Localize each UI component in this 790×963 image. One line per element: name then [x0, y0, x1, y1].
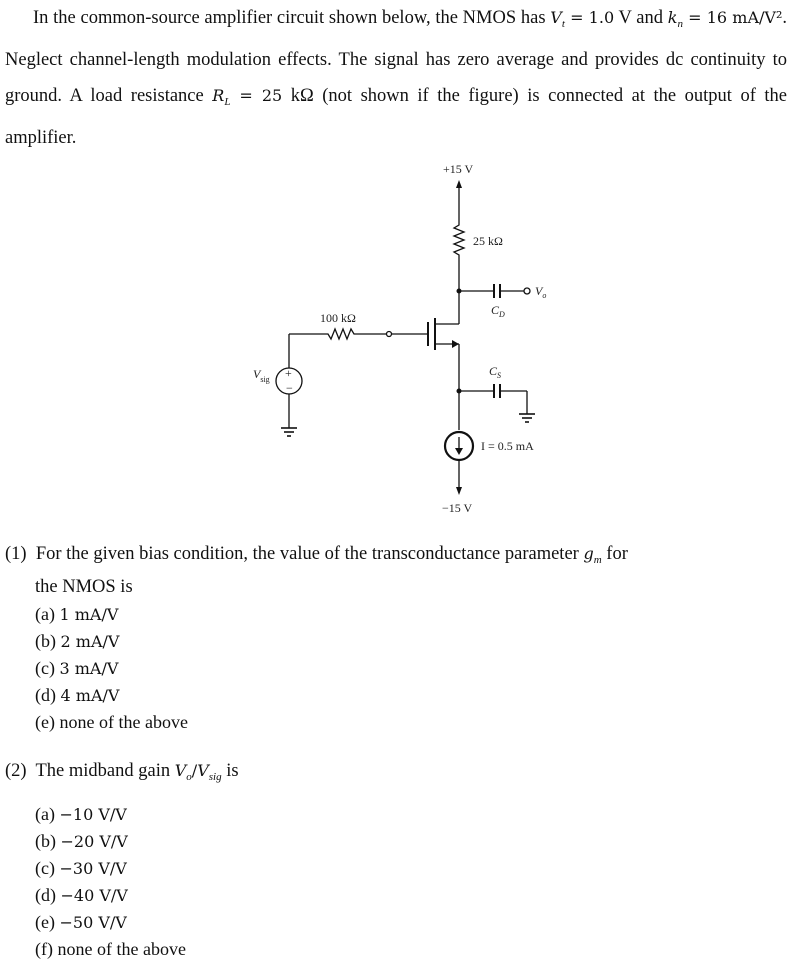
option-label: (a) [35, 604, 55, 624]
question-1-stem [5, 540, 628, 574]
question-2-stem [5, 757, 239, 791]
option-1d[interactable] [35, 682, 628, 709]
option-label: (a) [35, 804, 55, 824]
vo-terminal [524, 288, 530, 294]
option-2a[interactable] [35, 801, 239, 828]
rsig-label: 100 kΩ [320, 311, 356, 325]
question-1-text-3: the NMOS is [35, 577, 133, 597]
question-1-text: For the given bias condition, the value of the transconductance parameter [35, 544, 584, 564]
vsig-sub: sig [260, 375, 270, 384]
gate-terminal [387, 332, 392, 337]
option-label: (d) [35, 885, 56, 905]
cd-sym: C [491, 303, 500, 317]
option-value: none of the above [57, 939, 186, 959]
option-value: 2 mA/V [60, 632, 120, 651]
vsig-label [253, 367, 270, 384]
vo-label [535, 284, 546, 300]
option-2c[interactable] [35, 855, 239, 882]
option-label: (b) [35, 831, 56, 851]
vsig-minus: − [286, 381, 293, 395]
option-value: none of the above [59, 712, 188, 732]
question-2-text: The midband gain [35, 761, 175, 781]
option-value: −20 V/V [60, 832, 128, 851]
question-1-options [5, 601, 628, 736]
gm-symbol: g [583, 544, 594, 563]
kn-value: = 16 mA/V² [682, 8, 783, 27]
current-source-arrowhead [455, 448, 463, 455]
question-2-options [5, 801, 239, 963]
vt-symbol: V [550, 8, 562, 27]
problem-statement [5, 0, 787, 156]
option-label: (d) [35, 685, 56, 705]
circuit-diagram [0, 150, 790, 520]
vdd-arrow [456, 180, 462, 188]
cs-label [489, 364, 501, 380]
cd-sub: D [499, 310, 505, 319]
option-2d[interactable] [35, 882, 239, 909]
gm-subscript: m [593, 554, 602, 566]
ratio-slash: / [191, 761, 198, 780]
option-value: −30 V/V [59, 859, 127, 878]
option-2e[interactable] [35, 909, 239, 936]
vt-value: = 1.0 [564, 8, 615, 27]
question-2-number: (2) [5, 761, 27, 781]
intro-text-2: V and [614, 8, 668, 28]
vss-label: −15 V [442, 501, 473, 515]
vt-subscript: t [561, 18, 565, 30]
rd-label: 25 kΩ [473, 234, 503, 248]
kn-symbol: k [667, 8, 678, 27]
rl-symbol: R [212, 86, 225, 105]
vdd-label: +15 V [443, 162, 474, 176]
option-value: 4 mA/V [60, 686, 120, 705]
intro-text-1: In the common-source amplifier circuit shown below, the NMOS has [33, 8, 551, 28]
option-value: −50 V/V [59, 913, 127, 932]
rl-value: = 25 [230, 86, 283, 105]
option-value: −10 V/V [59, 805, 127, 824]
cs-sub: S [497, 371, 502, 380]
vsig-sym: V [253, 367, 261, 381]
drain-resistor [454, 222, 464, 258]
cs-sym: C [489, 364, 498, 378]
option-2f[interactable] [35, 936, 239, 963]
vsig-subscript: sig [208, 771, 222, 783]
option-1a[interactable] [35, 601, 628, 628]
option-1e[interactable] [35, 709, 628, 736]
question-1-text-2: for [601, 544, 628, 564]
option-label: (e) [35, 912, 55, 932]
question-1-number: (1) [5, 544, 27, 564]
option-1c[interactable] [35, 655, 628, 682]
option-value: −40 V/V [60, 886, 128, 905]
cd-label [491, 303, 505, 319]
vss-arrow [456, 487, 462, 495]
option-label: (c) [35, 858, 55, 878]
kn-subscript: n [677, 18, 683, 30]
vo-sym: V [535, 284, 543, 298]
isrc-label: I = 0.5 mA [481, 439, 534, 453]
vo-sub: o [542, 291, 547, 300]
vo-subscript: o [186, 771, 192, 783]
option-value: 3 mA/V [59, 659, 119, 678]
option-label: (c) [35, 658, 55, 678]
question-1 [5, 540, 628, 736]
option-2b[interactable] [35, 828, 239, 855]
vo-symbol: V [174, 761, 187, 780]
option-label: (f) [35, 939, 53, 959]
question-2 [5, 757, 239, 963]
option-value: 1 mA/V [59, 605, 119, 624]
rl-subscript: L [224, 96, 231, 108]
option-label: (e) [35, 712, 55, 732]
mosfet-arrow [452, 340, 459, 348]
rsig-resistor [325, 329, 357, 339]
vsig-symbol: V [197, 761, 209, 780]
vsig-plus: + [285, 366, 292, 380]
option-1b[interactable] [35, 628, 628, 655]
question-2-text-2: is [221, 761, 239, 781]
intro-text-4: kΩ (not shown if the figure) is connected at the output of the amplifier. [5, 86, 787, 148]
option-label: (b) [35, 631, 56, 651]
intro-text-3: . Neglect channel-length modulation effects. The signal has zero average and provides dc continuity to ground. A load resistance [5, 8, 788, 106]
